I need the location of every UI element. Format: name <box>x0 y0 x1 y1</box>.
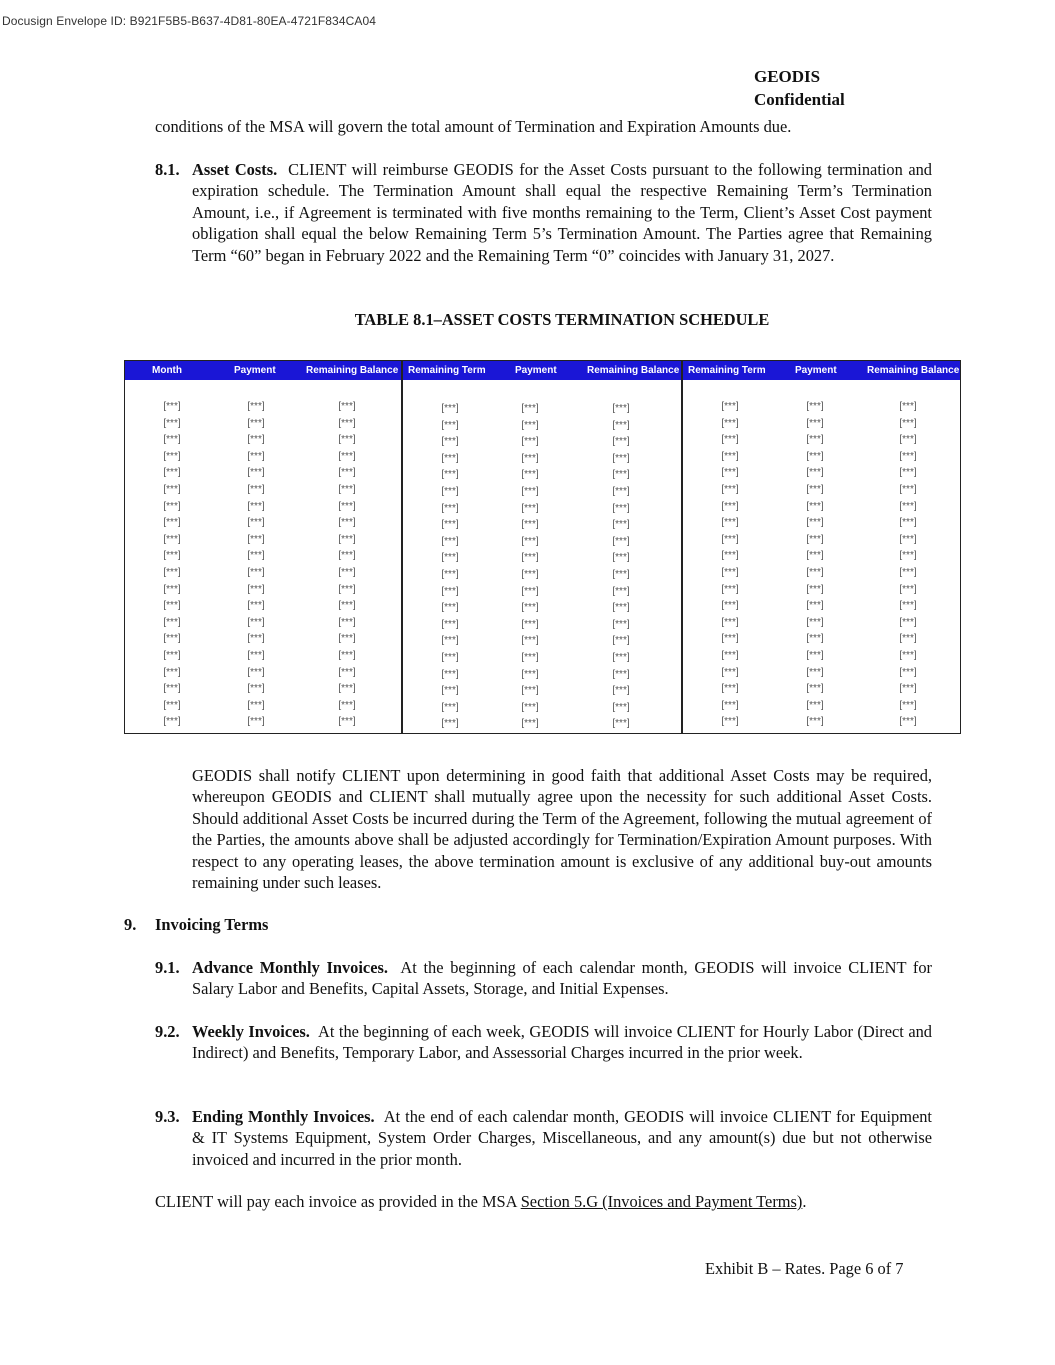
table-cell: [***] <box>163 650 181 661</box>
col-header-remaining-balance-3: Remaining Balance <box>867 365 960 376</box>
table-cell: [***] <box>721 600 739 612</box>
table-cell: [***] <box>612 519 630 531</box>
table-cell: [***] <box>163 600 181 612</box>
envelope-id: Docusign Envelope ID: B921F5B5-B637-4D81-80EA-4721F834CA04 <box>2 14 377 28</box>
section-8-1-heading: Asset Costs. <box>192 160 278 179</box>
table-cell: [***] <box>612 685 630 697</box>
table-cell: [***] <box>721 683 739 695</box>
table-cell: [***] <box>806 417 824 429</box>
table-cell: [***] <box>721 650 739 661</box>
table-cell: [***] <box>806 567 824 578</box>
table-cell: [***] <box>721 467 739 479</box>
table-cell: [***] <box>247 716 265 728</box>
intro-paragraph: conditions of the MSA will govern the total amount of Termination and Expiration Amounts due. <box>155 117 792 136</box>
col-header-remaining-balance-1: Remaining Balance <box>306 365 399 376</box>
table-cell: [***] <box>612 419 630 431</box>
asset-costs-table <box>124 360 961 734</box>
table-cell: [***] <box>521 452 539 464</box>
table-cell: [***] <box>612 452 630 464</box>
table-cell: [***] <box>721 500 739 512</box>
table-cell: [***] <box>612 718 630 730</box>
table-cell: [***] <box>441 535 459 547</box>
page-footer: Exhibit B – Rates. Page 6 of 7 <box>705 1259 904 1278</box>
table-cell: [***] <box>521 602 539 614</box>
table-cell: [***] <box>247 467 265 479</box>
section-8-1-number: 8.1. <box>155 160 180 179</box>
table-cell: [***] <box>612 469 630 481</box>
section-9-2-body: At the beginning of each week, GEODIS will invoice CLIENT for Hourly Labor (Direct and Indirect) and Benefits, Temporary Labor, and Assessorial Charges incurred in the prior week. <box>192 1022 932 1063</box>
section-9-1-number: 9.1. <box>155 958 180 977</box>
table-cell: [***] <box>247 650 265 661</box>
table-title: TABLE 8.1–ASSET COSTS TERMINATION SCHEDULE <box>354 310 770 329</box>
table-cell: [***] <box>521 668 539 680</box>
table-cell: [***] <box>521 635 539 647</box>
table-cell: [***] <box>806 666 824 678</box>
table-cell: [***] <box>899 401 917 412</box>
table-cell: [***] <box>338 517 356 529</box>
table-cell: [***] <box>899 467 917 479</box>
col-header-remaining-balance-2: Remaining Balance <box>587 365 680 376</box>
table-cell: [***] <box>521 403 539 414</box>
table-cell: [***] <box>899 683 917 695</box>
col-header-remaining-term-1: Remaining Term <box>408 365 486 376</box>
closing-text: CLIENT will pay each invoice as provided in the MSA <box>155 1192 521 1211</box>
table-cell: [***] <box>247 600 265 612</box>
table-cell: [***] <box>163 450 181 462</box>
section-9-2-paragraph <box>192 1021 932 1064</box>
section-9-3-body: At the end of each calendar month, GEODIS will invoice CLIENT for Equipment & IT Systems Equipment, System Order Charges, Miscellaneous, and any amount(s) due but not otherwise invoiced and incurred in the prior month. <box>192 1107 932 1169</box>
col-header-payment-2: Payment <box>515 365 557 376</box>
table-cell: [***] <box>806 616 824 628</box>
table-cell: [***] <box>338 484 356 495</box>
table-cell: [***] <box>899 633 917 645</box>
table-cell: [***] <box>612 486 630 497</box>
table-cell: [***] <box>247 533 265 545</box>
table-cell: [***] <box>163 484 181 495</box>
table-cell: [***] <box>721 484 739 495</box>
table-cell: [***] <box>163 699 181 711</box>
table-cell: [***] <box>338 633 356 645</box>
section-9-3-number: 9.3. <box>155 1107 180 1126</box>
table-cell: [***] <box>163 583 181 595</box>
col-header-payment-3: Payment <box>795 365 837 376</box>
table-cell: [***] <box>247 434 265 446</box>
table-cell: [***] <box>721 434 739 446</box>
table-cell: [***] <box>521 552 539 564</box>
table-cell: [***] <box>163 401 181 412</box>
closing-paragraph <box>155 1191 935 1212</box>
table-cell: [***] <box>338 567 356 578</box>
table-cell: [***] <box>806 401 824 412</box>
table-cell: [***] <box>899 434 917 446</box>
table-cell: [***] <box>521 685 539 697</box>
table-cell: [***] <box>612 618 630 630</box>
table-cell: [***] <box>521 419 539 431</box>
table-cell: [***] <box>441 519 459 531</box>
table-cell: [***] <box>899 666 917 678</box>
table-cell: [***] <box>441 701 459 713</box>
table-cell: [***] <box>806 550 824 562</box>
table-cell: [***] <box>721 533 739 545</box>
table-cell: [***] <box>521 585 539 597</box>
notify-paragraph: GEODIS shall notify CLIENT upon determining in good faith that additional Asset Costs may be required, whereupon GEODIS and CLIENT shall mutually agree upon the necessity for such additional Asset Costs. Should additional Asset Costs be incurred during the Term of the Agreement, following the mutual agreement of the Parties, the amounts above shall be adjusted accordingly for Termination/Expiration Amount purposes. With respect to any operating leases, the above termination amount is exclusive of any additional buy-out amounts remaining under such leases. <box>192 766 932 893</box>
table-cell: [***] <box>721 450 739 462</box>
table-cell: [***] <box>441 452 459 464</box>
table-cell: [***] <box>721 699 739 711</box>
table-cell: [***] <box>441 486 459 497</box>
table-cell: [***] <box>441 469 459 481</box>
table-cell: [***] <box>163 716 181 728</box>
table-cell: [***] <box>247 683 265 695</box>
table-cell: [***] <box>521 519 539 531</box>
table-cell: [***] <box>721 550 739 562</box>
table-cell: [***] <box>338 716 356 728</box>
table-cell: [***] <box>612 403 630 414</box>
table-cell: [***] <box>806 699 824 711</box>
table-divider <box>681 361 683 733</box>
table-cell: [***] <box>338 683 356 695</box>
section-8-1-paragraph <box>192 159 932 266</box>
table-cell: [***] <box>612 585 630 597</box>
table-header-row <box>125 361 960 380</box>
table-cell: [***] <box>247 567 265 578</box>
header-company: GEODIS <box>754 67 821 86</box>
table-cell: [***] <box>721 567 739 578</box>
table-cell: [***] <box>806 650 824 661</box>
table-cell: [***] <box>806 450 824 462</box>
table-cell: [***] <box>806 500 824 512</box>
table-cell: [***] <box>163 533 181 545</box>
table-cell: [***] <box>338 666 356 678</box>
table-cell: [***] <box>338 550 356 562</box>
table-cell: [***] <box>247 633 265 645</box>
table-cell: [***] <box>338 650 356 661</box>
table-cell: [***] <box>521 618 539 630</box>
table-cell: [***] <box>441 635 459 647</box>
table-cell: [***] <box>612 701 630 713</box>
table-cell: [***] <box>806 517 824 529</box>
table-cell: [***] <box>806 533 824 545</box>
table-cell: [***] <box>338 450 356 462</box>
table-cell: [***] <box>247 616 265 628</box>
table-cell: [***] <box>163 616 181 628</box>
section-9-3-heading: Ending Monthly Invoices. <box>192 1107 375 1126</box>
table-cell: [***] <box>163 500 181 512</box>
table-cell: [***] <box>899 583 917 595</box>
table-cell: [***] <box>899 500 917 512</box>
section-8-1-body: CLIENT will reimburse GEODIS for the Asset Costs pursuant to the following termination and expiration schedule. The Termination Amount shall equal the respective Remaining Term’s Termination Amount, i.e., if Agreement is terminated with five months remaining to the Term, Client’s Asset Cost payment obligation shall equal the below Remaining Term 5’s Termination Amount. The Parties agree that Remaining Term “60” began in February 2022 and the Remaining Term “0” coincides with January 31, 2027. <box>192 160 932 265</box>
table-cell: [***] <box>338 616 356 628</box>
table-cell: [***] <box>247 401 265 412</box>
table-cell: [***] <box>612 602 630 614</box>
table-cell: [***] <box>721 616 739 628</box>
table-cell: [***] <box>163 567 181 578</box>
table-cell: [***] <box>338 533 356 545</box>
table-cell: [***] <box>338 699 356 711</box>
table-cell: [***] <box>338 417 356 429</box>
table-cell: [***] <box>441 419 459 431</box>
table-cell: [***] <box>806 583 824 595</box>
table-cell: [***] <box>247 666 265 678</box>
table-cell: [***] <box>441 552 459 564</box>
table-cell: [***] <box>721 666 739 678</box>
table-cell: [***] <box>721 716 739 728</box>
table-cell: [***] <box>247 583 265 595</box>
table-cell: [***] <box>338 434 356 446</box>
table-cell: [***] <box>247 417 265 429</box>
table-cell: [***] <box>441 436 459 448</box>
table-cell: [***] <box>806 434 824 446</box>
table-cell: [***] <box>163 517 181 529</box>
table-cell: [***] <box>338 600 356 612</box>
table-cell: [***] <box>338 583 356 595</box>
table-cell: [***] <box>721 417 739 429</box>
table-cell: [***] <box>612 569 630 580</box>
table-cell: [***] <box>612 436 630 448</box>
table-cell: [***] <box>247 450 265 462</box>
table-cell: [***] <box>612 552 630 564</box>
table-cell: [***] <box>899 550 917 562</box>
table-cell: [***] <box>806 633 824 645</box>
table-cell: [***] <box>521 569 539 580</box>
table-cell: [***] <box>441 403 459 414</box>
section-9-1-heading: Advance Monthly Invoices. <box>192 958 388 977</box>
table-cell: [***] <box>441 602 459 614</box>
table-cell: [***] <box>163 666 181 678</box>
table-cell: [***] <box>806 467 824 479</box>
table-cell: [***] <box>163 550 181 562</box>
table-cell: [***] <box>521 436 539 448</box>
col-header-payment-1: Payment <box>234 365 276 376</box>
table-cell: [***] <box>899 450 917 462</box>
section-9-1-paragraph <box>192 957 932 1000</box>
table-cell: [***] <box>899 533 917 545</box>
section-9-number: 9. <box>124 915 137 934</box>
table-cell: [***] <box>163 683 181 695</box>
table-cell: [***] <box>247 484 265 495</box>
table-cell: [***] <box>721 583 739 595</box>
table-cell: [***] <box>806 683 824 695</box>
table-cell: [***] <box>899 616 917 628</box>
table-cell: [***] <box>612 652 630 663</box>
table-cell: [***] <box>899 650 917 661</box>
table-cell: [***] <box>521 718 539 730</box>
table-cell: [***] <box>721 517 739 529</box>
section-9-2-heading: Weekly Invoices. <box>192 1022 310 1041</box>
table-cell: [***] <box>806 716 824 728</box>
table-cell: [***] <box>338 467 356 479</box>
table-cell: [***] <box>247 550 265 562</box>
table-cell: [***] <box>521 469 539 481</box>
table-cell: [***] <box>163 434 181 446</box>
table-cell: [***] <box>441 668 459 680</box>
table-cell: [***] <box>899 517 917 529</box>
table-cell: [***] <box>899 567 917 578</box>
table-cell: [***] <box>521 502 539 514</box>
table-cell: [***] <box>247 500 265 512</box>
section-9-1-body: At the beginning of each calendar month, GEODIS will invoice CLIENT for Salary Labor and Benefits, Capital Assets, Storage, and Initial Expenses. <box>192 958 932 999</box>
table-cell: [***] <box>899 716 917 728</box>
table-cell: [***] <box>612 502 630 514</box>
table-divider <box>401 361 403 733</box>
table-cell: [***] <box>521 486 539 497</box>
table-cell: [***] <box>612 535 630 547</box>
table-cell: [***] <box>163 633 181 645</box>
table-cell: [***] <box>806 484 824 495</box>
table-cell: [***] <box>721 633 739 645</box>
table-cell: [***] <box>521 535 539 547</box>
table-cell: [***] <box>247 517 265 529</box>
table-cell: [***] <box>899 600 917 612</box>
table-cell: [***] <box>721 401 739 412</box>
table-cell: [***] <box>441 652 459 663</box>
table-cell: [***] <box>163 417 181 429</box>
table-cell: [***] <box>899 699 917 711</box>
closing-end: . <box>802 1192 807 1211</box>
table-cell: [***] <box>899 484 917 495</box>
section-9-3-paragraph <box>192 1106 932 1170</box>
table-cell: [***] <box>441 585 459 597</box>
table-cell: [***] <box>441 718 459 730</box>
table-cell: [***] <box>521 701 539 713</box>
table-cell: [***] <box>338 500 356 512</box>
table-cell: [***] <box>612 635 630 647</box>
col-header-remaining-term-2: Remaining Term <box>688 365 766 376</box>
table-cell: [***] <box>247 699 265 711</box>
table-cell: [***] <box>612 668 630 680</box>
header-confidential: Confidential <box>754 90 845 109</box>
msa-section-link[interactable]: Section 5.G (Invoices and Payment Terms) <box>520 1192 803 1211</box>
section-9-heading: Invoicing Terms <box>155 915 269 934</box>
table-cell: [***] <box>441 685 459 697</box>
table-cell: [***] <box>441 569 459 580</box>
section-9-2-number: 9.2. <box>155 1022 180 1041</box>
table-cell: [***] <box>163 467 181 479</box>
table-cell: [***] <box>338 401 356 412</box>
col-header-month: Month <box>152 365 182 376</box>
table-cell: [***] <box>806 600 824 612</box>
table-cell: [***] <box>441 618 459 630</box>
table-cell: [***] <box>899 417 917 429</box>
table-cell: [***] <box>521 652 539 663</box>
table-cell: [***] <box>441 502 459 514</box>
